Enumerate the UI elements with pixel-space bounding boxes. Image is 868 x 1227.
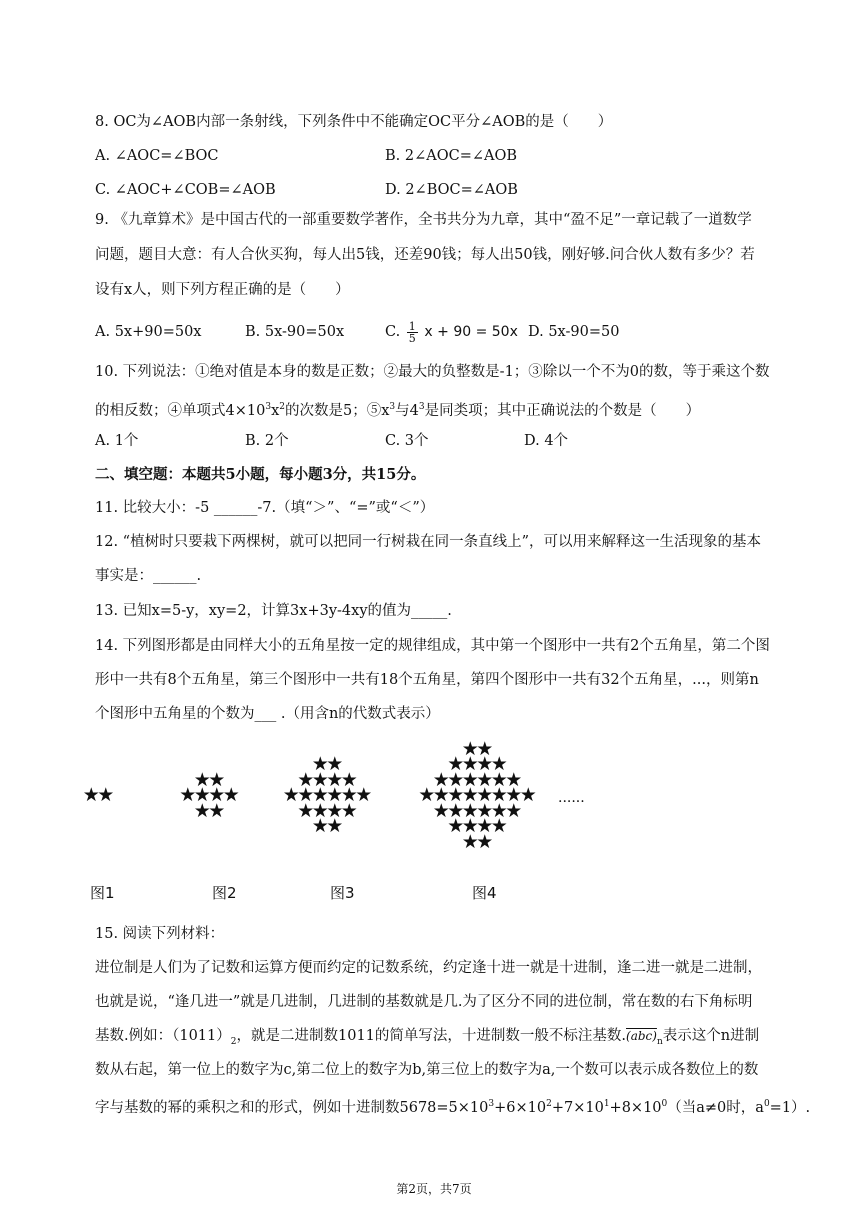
star-icon: ★ xyxy=(340,799,355,822)
star-icon: ★ xyxy=(297,768,312,791)
star-icon: ★ xyxy=(505,768,520,791)
star-figures xyxy=(0,737,868,910)
star-icon: ★ xyxy=(193,799,208,822)
star-icon: ★ xyxy=(447,799,462,822)
q8-option-a: A. ∠AOC=∠BOC xyxy=(95,148,219,164)
star-icon: ★ xyxy=(326,784,341,806)
q15-line0: 15. 阅读下列材料： xyxy=(95,926,225,942)
star-icon: ★ xyxy=(476,784,491,806)
star-icon: ★ xyxy=(461,799,476,822)
star-icon: ★ xyxy=(490,784,505,806)
figure-label-4: 图4 xyxy=(472,884,497,902)
q10-option-a: A. 1个 xyxy=(95,433,139,449)
star-icon: ★ xyxy=(340,784,355,806)
q10-option-c: C. 3个 xyxy=(385,433,429,449)
q14-line2: 形中一共有8个五角星，第三个图形中一共有18个五角星，第四个图形中一共有32个五角星，...，则第n xyxy=(95,672,759,688)
q9-option-c-fraction xyxy=(407,321,418,344)
q8-option-b: B. 2∠AOC=∠AOB xyxy=(385,148,518,164)
star-icon: ★ xyxy=(297,784,312,806)
star-icon: ★ xyxy=(282,784,297,806)
star-icon: ★ xyxy=(505,784,520,806)
star-icon: ★ xyxy=(222,784,237,806)
q9-option-c-rest: x + 90 = 50x xyxy=(424,324,518,340)
star-icon: ★ xyxy=(519,784,534,806)
star-icon: ★ xyxy=(82,784,97,806)
star-icon: ★ xyxy=(326,753,341,775)
star-icon: ★ xyxy=(447,815,462,837)
star-icon: ★ xyxy=(461,737,476,760)
page-footer: 第2页，共7页 xyxy=(396,1182,472,1196)
star-icon: ★ xyxy=(476,768,491,791)
star-icon: ★ xyxy=(326,768,341,791)
star-icon: ★ xyxy=(461,768,476,791)
figures-ellipsis: ...... xyxy=(558,790,585,806)
star-icon: ★ xyxy=(447,784,462,806)
star-icon: ★ xyxy=(432,784,447,806)
star-icon: ★ xyxy=(447,768,462,791)
star-icon: ★ xyxy=(311,815,326,837)
star-icon: ★ xyxy=(476,830,491,853)
star-icon: ★ xyxy=(311,799,326,822)
q12-line2: 事实是：______. xyxy=(95,568,202,584)
star-icon: ★ xyxy=(311,753,326,775)
star-icon: ★ xyxy=(326,815,341,837)
star-icon: ★ xyxy=(490,799,505,822)
star-icon: ★ xyxy=(355,784,370,806)
figure-label-3: 图3 xyxy=(330,884,355,902)
q8-option-d: D. 2∠BOC=∠AOB xyxy=(385,182,518,198)
q13: 13. 已知x=5-y，xy=2，计算3x+3y-4xy的值为_____. xyxy=(95,603,452,619)
star-icon: ★ xyxy=(326,799,341,822)
star-icon: ★ xyxy=(193,784,208,806)
star-icon: ★ xyxy=(208,784,223,806)
star-icon: ★ xyxy=(193,768,208,791)
q15-line4: 数从右起，第一位上的数字为c,第二位上的数字为b,第三位上的数字为a,一个数可以表示成各数位上的数 xyxy=(95,1062,759,1078)
star-icon: ★ xyxy=(476,799,491,822)
section-heading: 二、填空题：本题共5小题，每小题3分，共15分。 xyxy=(95,466,426,483)
star-icon: ★ xyxy=(208,799,223,822)
star-icon: ★ xyxy=(490,768,505,791)
q11: 11. 比较大小：-5 ______-7.（填“＞”、“=”或“＜”） xyxy=(95,500,435,516)
q14-line3: 个图形中五角星的个数为___ .（用含n的代数式表示） xyxy=(95,706,440,722)
q10-line2: 的相反数；④单项式$4\times 10^3x^2$的次数是5；$⑤x^3$与$4^3$是同类项；其中正确说法的个数是（ ） xyxy=(95,402,701,419)
q15-line5: 字与基数的幂的乘积之和的形式，例如十进制数$5678=5\times 10^3+6\times 10^2+7\times 10^1+8\times 10^0$（当a≠0时，$a^0=1$）. xyxy=(95,1099,811,1116)
star-icon: ★ xyxy=(447,753,462,775)
star-icon: ★ xyxy=(179,784,194,806)
star-icon: ★ xyxy=(208,768,223,791)
q10-line1: 10. 下列说法：①绝对值是本身的数是正数；②最大的负整数是-1；③除以一个不为0的数，等于乘这个数 xyxy=(95,364,770,380)
star-icon: ★ xyxy=(461,815,476,837)
star-icon: ★ xyxy=(505,799,520,822)
q9-option-c-denominator: 5 xyxy=(408,331,416,345)
star-icon: ★ xyxy=(311,784,326,806)
q9-option-c xyxy=(385,314,518,350)
q10-option-d: D. 4个 xyxy=(524,433,569,449)
q8-option-c: C. ∠AOC+∠COB=∠AOB xyxy=(95,182,276,198)
q10-option-b: B. 2个 xyxy=(245,433,289,449)
q12-line1: 12. “植树时只要栽下两棵树，就可以把同一行树栽在同一条直线上”，可以用来解释这一生活现象的基本 xyxy=(95,534,761,550)
star-icon: ★ xyxy=(340,768,355,791)
star-icon: ★ xyxy=(476,737,491,760)
star-icon: ★ xyxy=(97,784,112,806)
q9-option-d: D. 5x-90=50 xyxy=(528,324,620,340)
q15-line1: 进位制是人们为了记数和运算方便而约定的记数系统，约定逢十进一就是十进制，逢二进一就是二进制， xyxy=(95,960,762,976)
star-icon: ★ xyxy=(476,753,491,775)
figure-label-2: 图2 xyxy=(212,884,237,902)
q9-line2: 问题，题目大意：有人合伙买狗，每人出5钱，还差90钱；每人出50钱，刚好够.问合伙人数有多少？若 xyxy=(95,247,755,263)
q15-line2: 也就是说，“逢几进一”就是几进制，几进制的基数就是几.为了区分不同的进位制，常在数的右下角标明 xyxy=(95,994,753,1010)
star-icon: ★ xyxy=(418,784,433,806)
star-icon: ★ xyxy=(311,768,326,791)
q9-option-a: A. 5x+90=50x xyxy=(95,324,202,340)
q9-line1: 9. 《九章算术》是中国古代的一部重要数学著作，全书共分为九章，其中“盈不足”一章记载了一道数学 xyxy=(95,212,752,228)
star-icon: ★ xyxy=(476,815,491,837)
q14-line1: 14. 下列图形都是由同样大小的五角星按一定的规律组成，其中第一个图形中一共有2个五角星，第二个图 xyxy=(95,638,770,654)
star-icon: ★ xyxy=(461,830,476,853)
star-icon: ★ xyxy=(432,768,447,791)
q9-option-c-prefix: C. xyxy=(385,324,401,340)
q9-option-b: B. 5x-90=50x xyxy=(245,324,345,340)
star-icon: ★ xyxy=(461,753,476,775)
q8-stem: 8. OC为∠AOB内部一条射线，下列条件中不能确定OC平分∠AOB的是（ ） xyxy=(95,114,613,130)
q15-line3: 基数.例如：$(1011)_2$，就是二进制数1011的简单写法，十进制数一般不标注基数$.(abc)_n$表示这个n进制 xyxy=(95,1028,760,1047)
q9-option-c-numerator: 1 xyxy=(408,319,416,333)
star-icon: ★ xyxy=(490,815,505,837)
star-icon: ★ xyxy=(490,753,505,775)
star-icon: ★ xyxy=(461,784,476,806)
q9-line3: 设有x人，则下列方程正确的是（ ） xyxy=(95,282,350,298)
figure-label-1: 图1 xyxy=(90,884,115,902)
star-icon: ★ xyxy=(297,799,312,822)
star-icon: ★ xyxy=(432,799,447,822)
